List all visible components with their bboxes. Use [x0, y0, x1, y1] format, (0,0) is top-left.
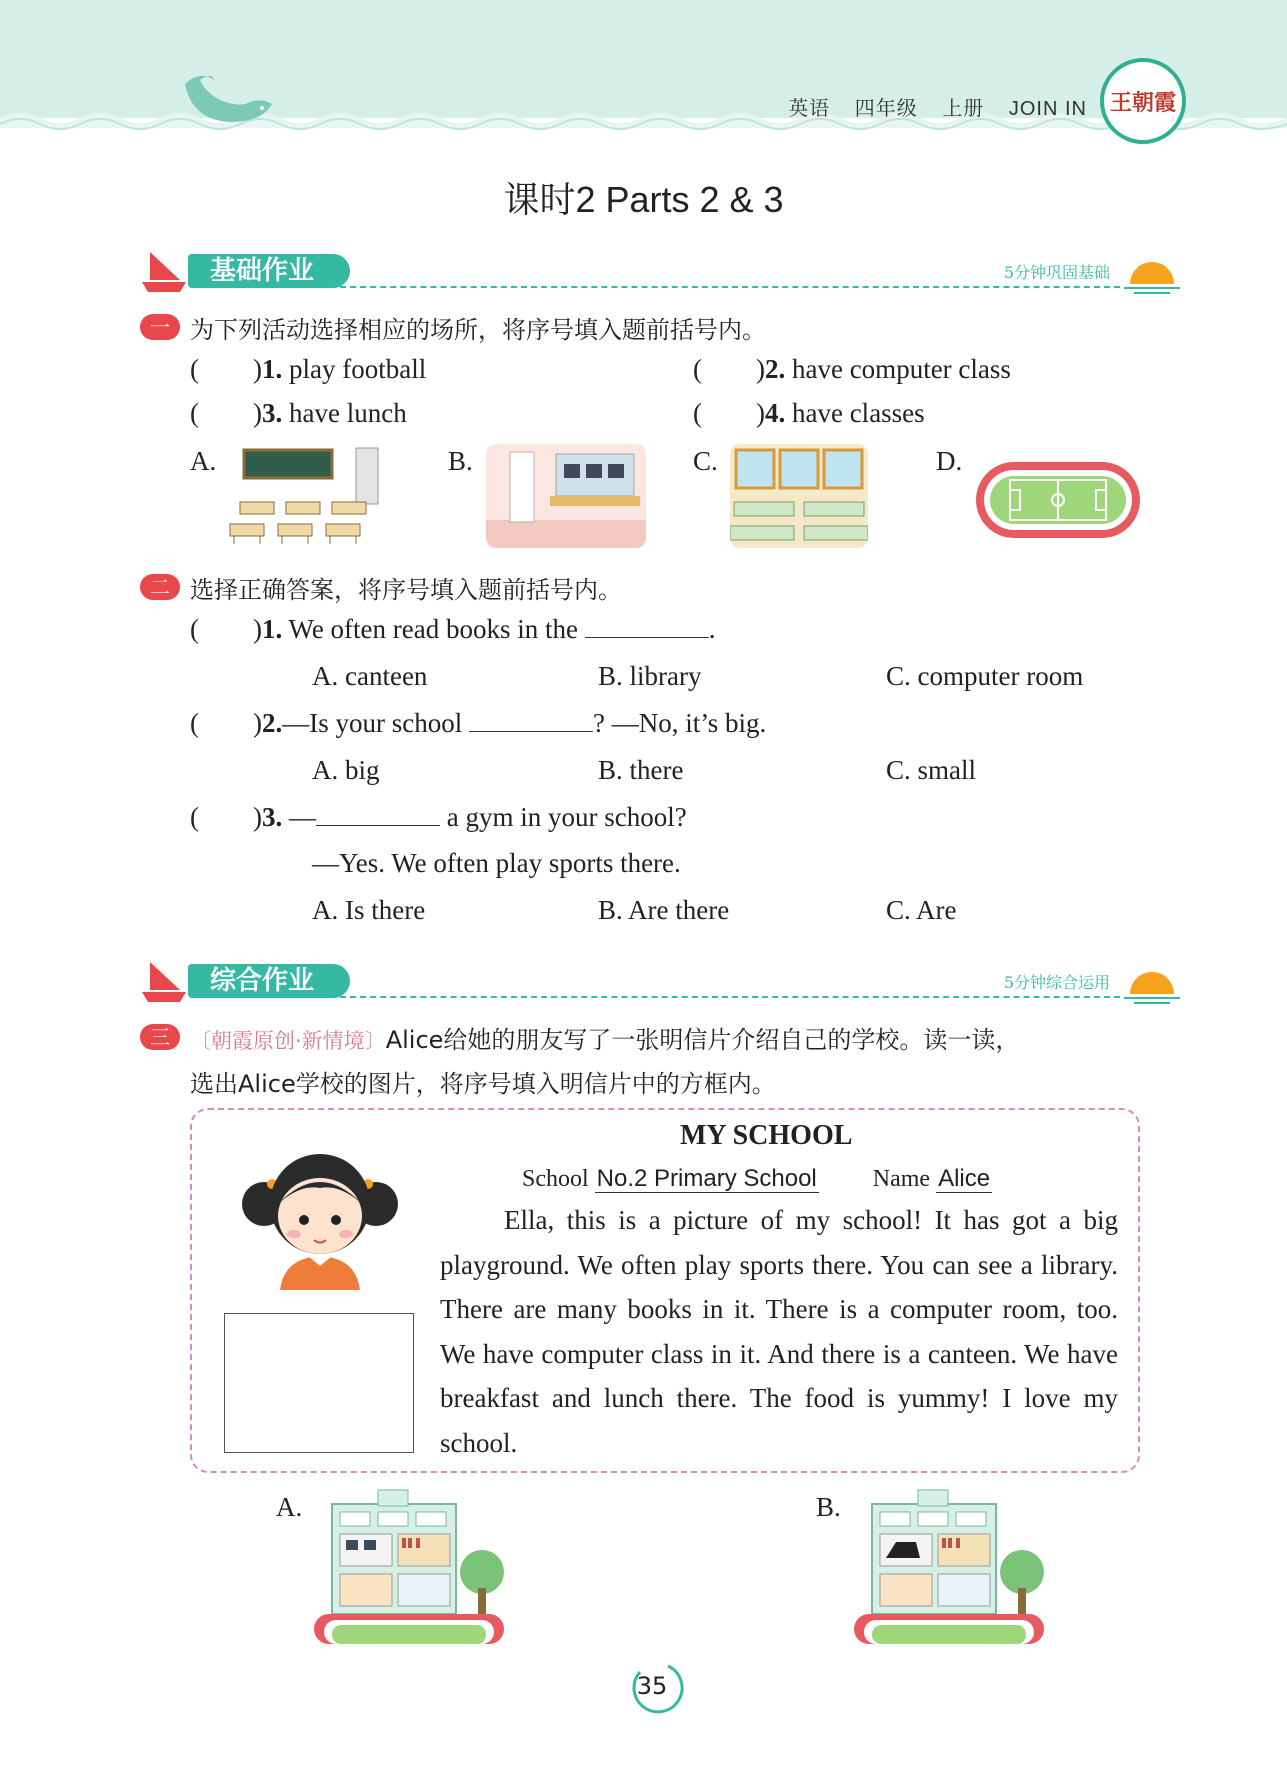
header-band — [0, 0, 1287, 150]
section-tag-comprehensive: 5分钟综合运用 — [1003, 973, 1110, 992]
q1-item-1-text: play football — [288, 354, 427, 384]
question-instruction-2: 选择正确答案，将序号填入题前括号内。 — [190, 576, 622, 604]
q1-item-3-text: have lunch — [288, 398, 407, 428]
picture-label-d: D. — [936, 446, 963, 476]
q2-item-2-stem-end: ? —No, it’s big. — [592, 708, 767, 738]
q1-item-1: ( )1. play football — [190, 354, 427, 384]
q1-item-3: ( )3. have lunch — [190, 398, 407, 428]
computer-room-picture — [486, 444, 646, 548]
question-number-1: 一 — [140, 314, 180, 340]
q2-item-3-stem-end: a gym in your school? — [439, 802, 687, 832]
picture-label-c: C. — [693, 446, 718, 476]
instruction-line-2: 选出Alice学校的图片，将序号填入明信片中的方框内。 — [190, 1070, 776, 1098]
section-tag-basic: 5分钟巩固基础 — [1003, 263, 1110, 282]
logo-text: 王朝霞 — [1109, 89, 1176, 116]
choice-label-a: A. — [276, 1492, 303, 1522]
school-picture-b — [850, 1488, 1046, 1646]
q1-item-3-num: 3. — [261, 398, 283, 428]
picture-label-b: B. — [448, 446, 473, 476]
q2-item-2-stem: —Is your school — [282, 708, 463, 738]
school-picture-a — [310, 1488, 506, 1646]
name-value: Alice — [938, 1165, 991, 1192]
section-title-comprehensive: 综合作业 — [188, 964, 350, 998]
page-title: 课时2 Parts 2 & 3 — [503, 179, 784, 220]
q2-1-option-a: A. canteen — [312, 661, 428, 691]
picture-label-a: A. — [190, 446, 217, 476]
brand-logo — [1100, 58, 1186, 144]
section-banner-comprehensive — [140, 958, 1180, 1006]
q1-item-1-num: 1. — [261, 354, 283, 384]
choice-label-b: B. — [816, 1492, 841, 1522]
postcard-body: Ella, this is a picture of my school! It has got a big playground. We often play sports there. You can see a library. There are many books in it. There is a computer room, too. We have computer class in it. And there is a canteen. We have breakfast and lunch there. The food is yummy! I love my school. — [440, 1205, 1118, 1458]
q2-3-option-a: A. Is there — [312, 895, 426, 925]
girl-avatar — [240, 1140, 400, 1290]
q2-1-option-b: B. library — [598, 661, 702, 691]
q2-item-3: ( )3. — a gym in your school? — [190, 802, 687, 832]
q2-item-1-stem: We often read books in the — [288, 614, 578, 644]
header-volume: 上册 — [942, 98, 985, 120]
q2-2-option-c: C. small — [886, 755, 977, 785]
q2-item-3-stem: — — [288, 802, 316, 832]
postcard-info-line — [522, 1165, 992, 1193]
question-number-2: 二 — [140, 574, 180, 600]
q2-item-2: ( )2.—Is your school ? —No, it’s big. — [190, 708, 767, 738]
q2-item-2-num: 2. — [261, 708, 283, 738]
sailboat-icon — [140, 248, 188, 294]
header-info — [770, 92, 1087, 121]
q1-item-2-num: 2. — [764, 354, 786, 384]
question-source-tag: 〔朝霞原创·新情境〕 — [190, 1029, 386, 1053]
q2-2-option-a: A. big — [312, 755, 380, 785]
banner-divider — [340, 996, 1120, 998]
school-label: School — [522, 1166, 589, 1192]
name-label: Name — [872, 1166, 931, 1192]
playground-picture — [974, 460, 1142, 540]
question-instruction-1: 为下列活动选择相应的场所，将序号填入题前括号内。 — [190, 316, 766, 344]
classroom-picture — [226, 444, 396, 544]
sailboat-icon — [140, 958, 188, 1004]
q2-item-3-line2: —Yes. We often play sports there. — [312, 848, 681, 878]
q1-item-4-text: have classes — [791, 398, 925, 428]
header-subject: 英语 — [788, 98, 831, 120]
banner-divider — [340, 286, 1120, 288]
q1-item-2: ( )2. have computer class — [693, 354, 1011, 384]
q2-3-option-c: C. Are — [886, 895, 957, 925]
answer-blank[interactable] — [585, 615, 709, 638]
sunrise-icon — [1124, 252, 1180, 296]
q2-item-3-num: 3. — [261, 802, 283, 832]
q2-2-option-b: B. there — [598, 755, 684, 785]
answer-box[interactable] — [224, 1313, 414, 1453]
postcard-title: MY SCHOOL — [680, 1120, 853, 1151]
q2-item-1: ( )1. We often read books in the . — [190, 614, 716, 644]
header-grade: 四年级 — [854, 98, 918, 120]
q2-1-option-c: C. computer room — [886, 661, 1084, 691]
question-instruction-3 — [190, 1020, 1019, 1055]
q2-item-1-stem-end: . — [708, 614, 716, 644]
instruction-line-1: Alice给她的朋友写了一张明信片介绍自己的学校。读一读， — [385, 1026, 1020, 1054]
header-series: JOIN IN — [1008, 98, 1087, 120]
school-value: No.2 Primary School — [596, 1165, 817, 1192]
section-banner-basic — [140, 248, 1180, 296]
question-number-3: 三 — [140, 1024, 180, 1050]
sunrise-icon — [1124, 962, 1180, 1006]
canteen-picture — [730, 444, 868, 548]
q1-item-2-text: have computer class — [791, 354, 1011, 384]
page-number: 35 — [636, 1672, 668, 1700]
q2-item-1-num: 1. — [261, 614, 283, 644]
answer-blank[interactable] — [469, 709, 593, 732]
answer-blank[interactable] — [316, 803, 440, 826]
section-title-basic: 基础作业 — [188, 254, 350, 288]
q1-item-4-num: 4. — [764, 398, 786, 428]
q2-3-option-b: B. Are there — [598, 895, 730, 925]
q1-item-4: ( )4. have classes — [693, 398, 925, 428]
